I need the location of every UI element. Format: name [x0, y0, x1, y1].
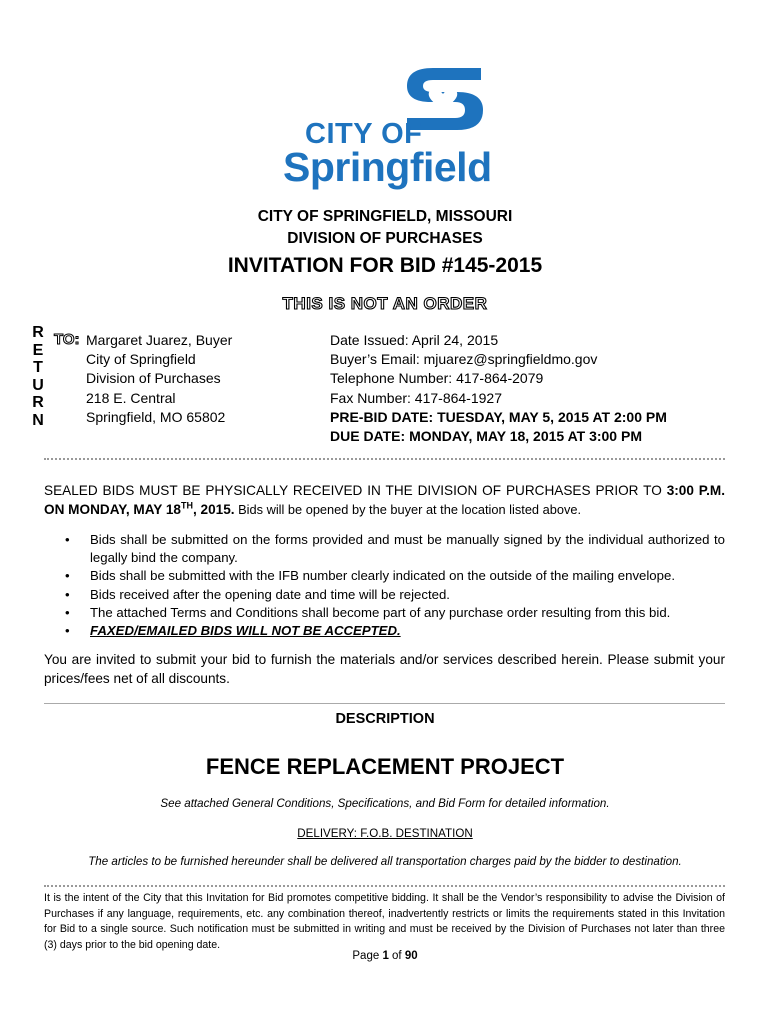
- page-number: [0, 950, 770, 962]
- invitation-paragraph: You are invited to submit your bid to furnish the materials and/or services described herein. Please submit your prices/fees net of all discounts.: [44, 652, 725, 686]
- date-issued: Date Issued: April 24, 2015: [330, 332, 499, 348]
- telephone-number: Telephone Number: 417-864-2079: [330, 370, 544, 387]
- attached-note: See attached General Conditions, Specifications, and Bid Form for detailed information.: [160, 797, 610, 810]
- due-date: DUE DATE: MONDAY, MAY 18, 2015 AT 3:00 PM: [330, 428, 642, 445]
- address-city-state-zip: Springfield, MO 65802: [86, 408, 226, 425]
- city-heading: CITY OF SPRINGFIELD, MISSOURI: [257, 208, 513, 225]
- prebid-date: PRE-BID DATE: TUESDAY, MAY 5, 2015 AT 2:00 PM: [330, 408, 667, 425]
- divider: [44, 458, 725, 460]
- divider: [44, 885, 725, 887]
- page-total: 90: [404, 950, 418, 962]
- division-heading: DIVISION OF PURCHASES: [287, 230, 483, 247]
- list-item: [44, 622, 725, 640]
- return-letter: N: [32, 411, 44, 429]
- page-label: Page: [352, 950, 383, 962]
- project-title: FENCE REPLACEMENT PROJECT: [205, 754, 565, 779]
- sealed-bids-paragraph: [44, 481, 725, 519]
- return-vertical-label: [30, 324, 46, 429]
- city-logo: [283, 60, 493, 190]
- not-an-order-notice: THIS IS NOT AN ORDER: [282, 294, 488, 313]
- to-label: TO:: [54, 331, 80, 348]
- fine-print: It is the intent of the City that this Invitation for Bid promotes competitive bidding. It shall be the Vendor’s responsibility to advise the Division of Purchases if any language, requirements, etc. any combination thereof, inadvertently restricts or limits the requirements stated in this Invitation for Bid to a single source. Such notification must be submitted in writing and must be received by the Division of Purchases not later than three (3) days prior to the bid opening date.: [44, 892, 725, 951]
- deadline-year: , 2015.: [193, 502, 235, 517]
- fax-number: Fax Number: 417-864-1927: [330, 389, 502, 406]
- logo-springfield-text: Springfield: [283, 144, 492, 190]
- address-division: Division of Purchases: [86, 370, 221, 387]
- list-item: [44, 604, 725, 622]
- list-item-text: The attached Terms and Conditions shall become part of any purchase order resulting from this bid.: [90, 604, 671, 620]
- deadline-superscript: TH: [181, 500, 193, 511]
- bullet-icon: •: [65, 623, 70, 639]
- bullet-icon: •: [65, 604, 70, 620]
- return-address: [86, 331, 232, 427]
- return-letter: R: [32, 394, 44, 411]
- list-item-text: FAXED/EMAILED BIDS WILL NOT BE ACCEPTED.: [90, 623, 401, 639]
- logo-city-text: CITY OF: [305, 118, 423, 150]
- page-of: of: [388, 950, 405, 962]
- buyer-email: Buyer’s Email: mjuarez@springfieldmo.gov: [330, 351, 598, 368]
- return-letter: R: [32, 324, 44, 341]
- list-item: [44, 531, 725, 567]
- bullet-icon: •: [65, 586, 70, 602]
- list-item-text: Bids shall be submitted on the forms provided and must be manually signed by the individual authorized to legally bind the company.: [90, 532, 725, 566]
- bid-rules-list: [44, 531, 725, 640]
- deadline-time: 3:00 P.M. ON MONDAY, MAY 18: [44, 483, 725, 517]
- list-item: [44, 586, 725, 604]
- address-city: City of Springfield: [86, 351, 196, 368]
- articles-note: The articles to be furnished hereunder shall be delivered all transportation charges paid by the bidder to destination.: [88, 855, 682, 868]
- bid-info: [330, 331, 667, 446]
- opening-note: Bids will be opened by the buyer at the location listed above.: [234, 502, 582, 517]
- bid-title: INVITATION FOR BID #145-2015: [227, 254, 543, 277]
- address-street: 218 E. Central: [86, 389, 176, 406]
- page-current: 1: [382, 950, 389, 962]
- sealed-text: SEALED BIDS MUST BE PHYSICALLY RECEIVED IN THE DIVISION OF PURCHASES PRIOR TO: [44, 483, 667, 498]
- return-letter: U: [32, 376, 44, 394]
- divider: [44, 703, 725, 704]
- bullet-icon: •: [65, 532, 70, 547]
- bullet-icon: •: [65, 568, 70, 584]
- list-item: [44, 567, 725, 585]
- list-item-text: Bids shall be submitted with the IFB number clearly indicated on the outside of the mailing envelope.: [90, 568, 675, 584]
- delivery-terms: DELIVERY: F.O.B. DESTINATION: [297, 827, 473, 840]
- list-item-text: Bids received after the opening date and time will be rejected.: [90, 586, 450, 602]
- return-letter: E: [32, 341, 44, 359]
- buyer-name: Margaret Juarez, Buyer: [86, 332, 233, 348]
- description-heading: DESCRIPTION: [335, 711, 435, 727]
- return-letter: T: [33, 359, 43, 376]
